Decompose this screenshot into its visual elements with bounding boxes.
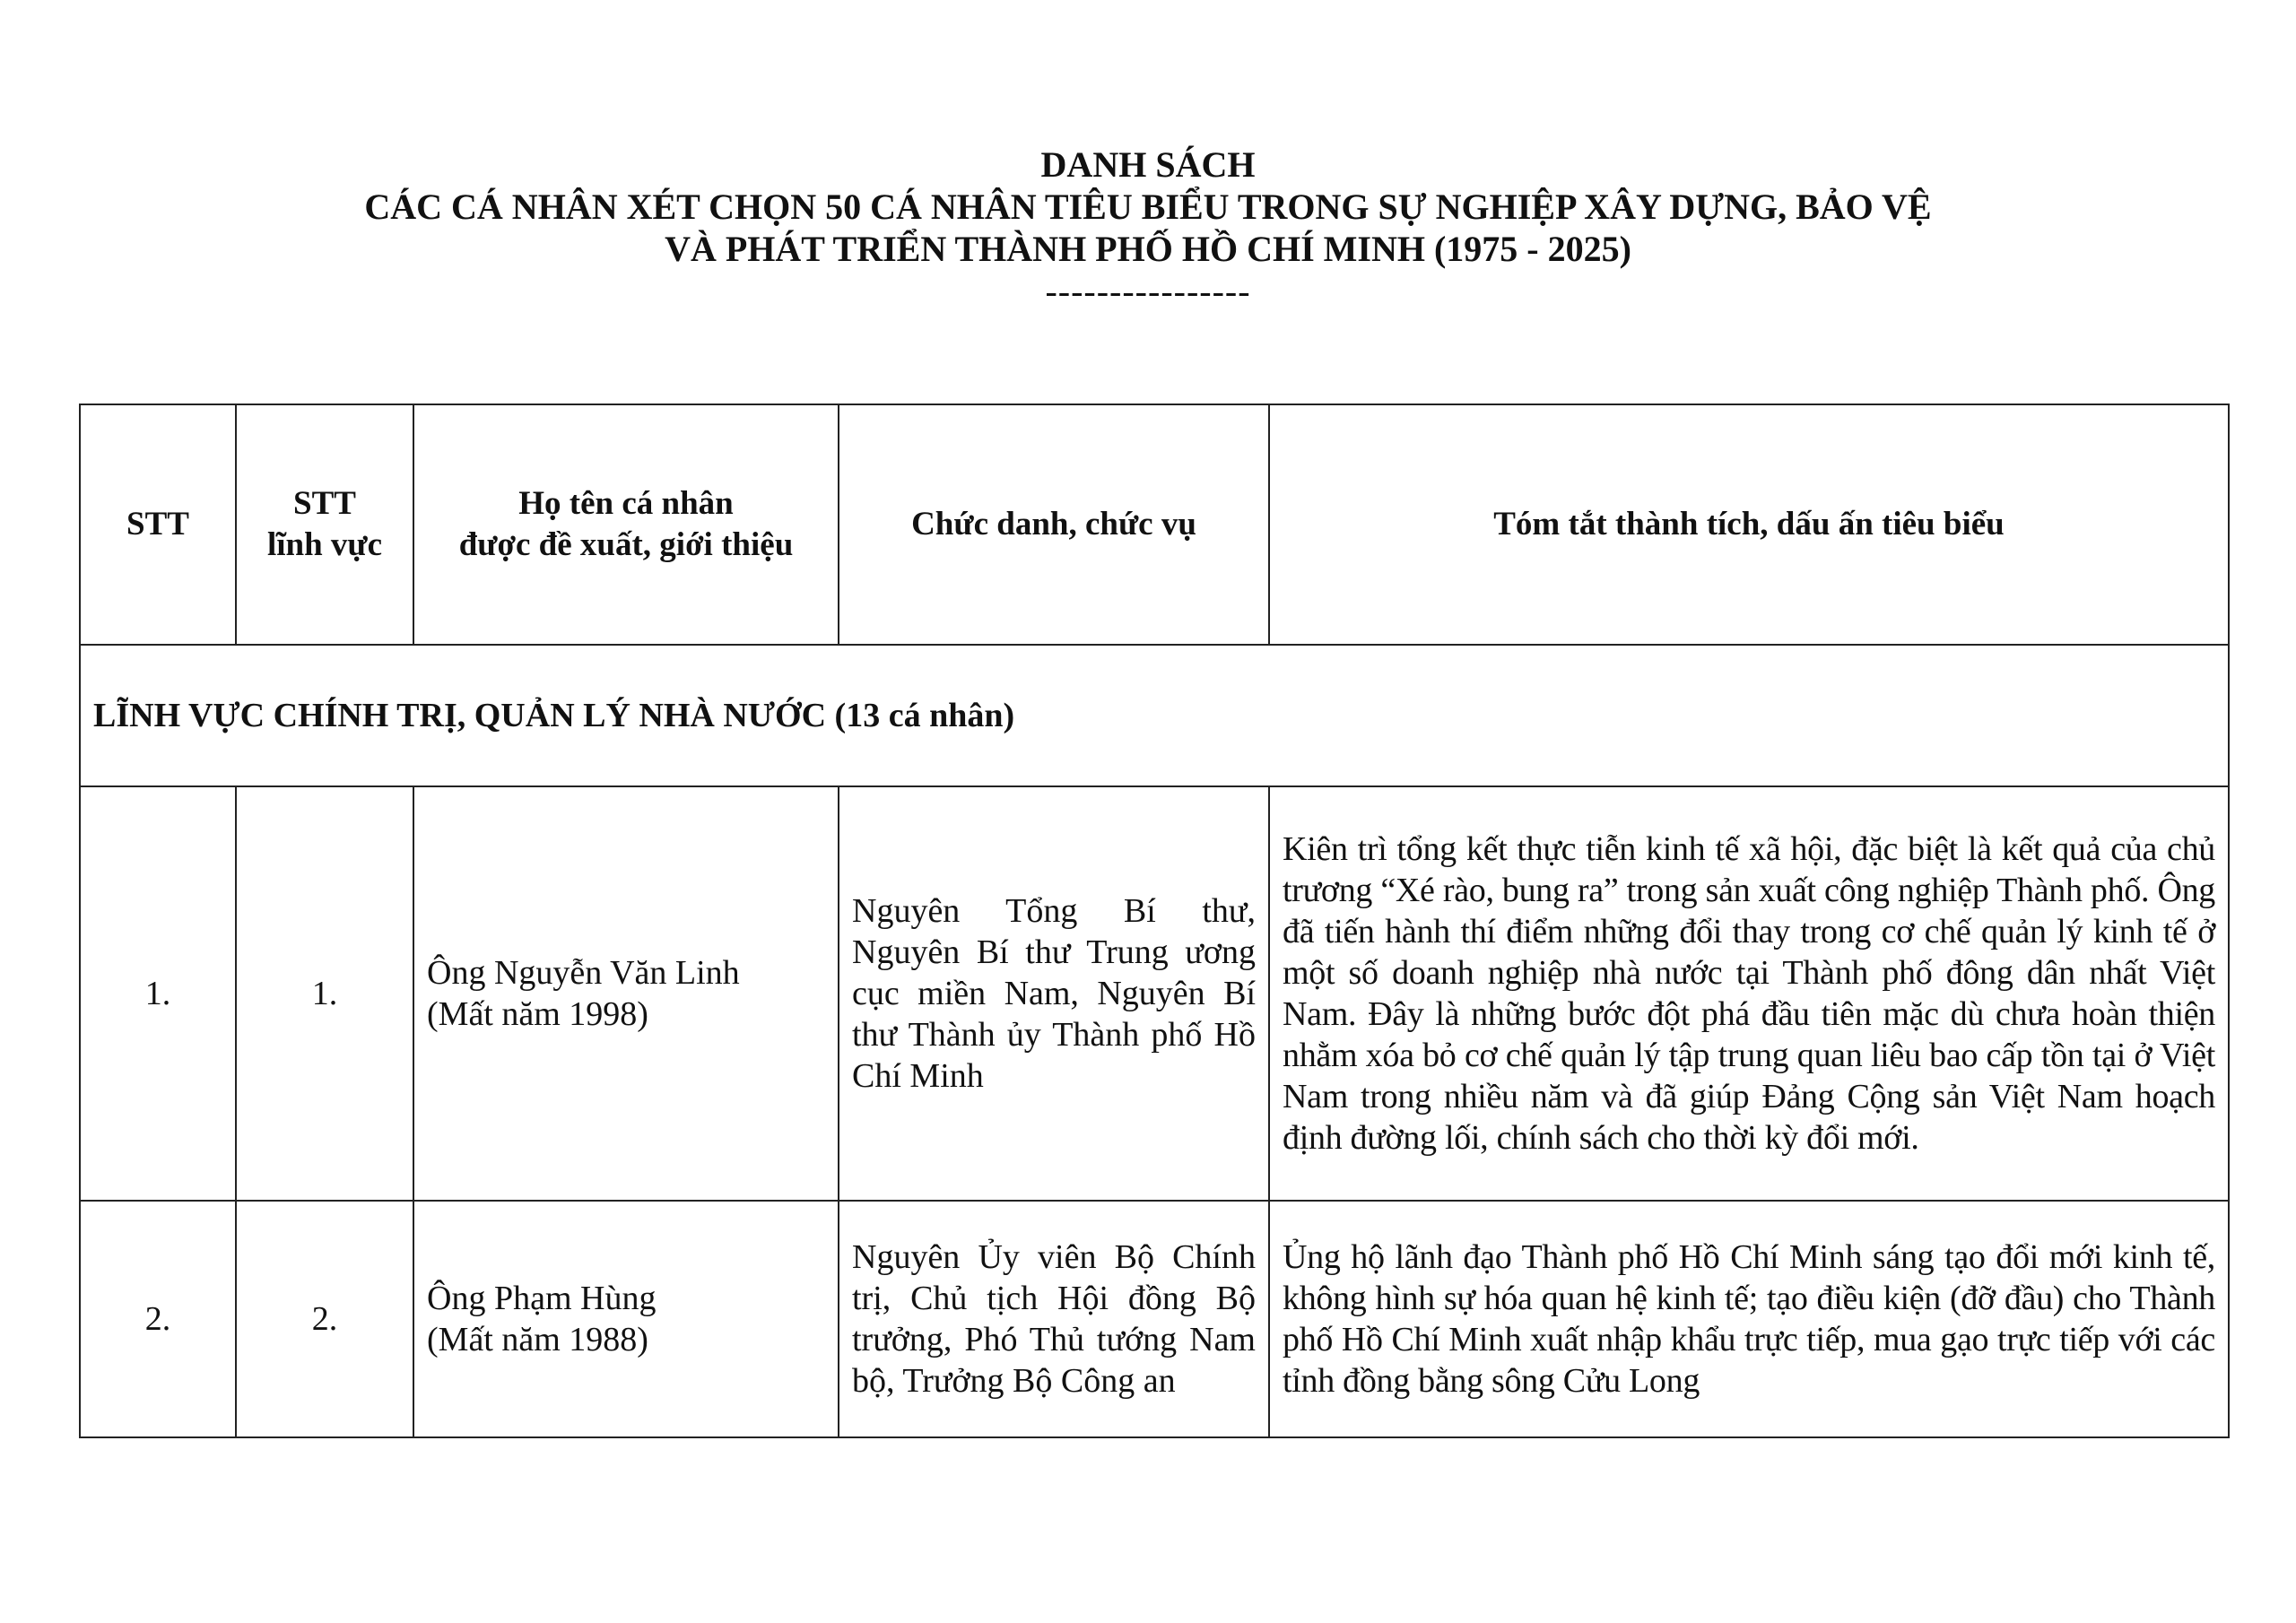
row-name-cell: [413, 786, 839, 1201]
header-name-line2: được đề xuất, giới thiệu: [458, 526, 794, 563]
section-title: LĨNH VỰC CHÍNH TRỊ, QUẢN LÝ NHÀ NƯỚC (13 cá nhân): [80, 645, 2229, 786]
section-row: [80, 645, 2229, 786]
document-subtitle-line2: VÀ PHÁT TRIỂN THÀNH PHỐ HỒ CHÍ MINH (1975 - 2025): [665, 229, 1631, 269]
row-position: Nguyên Tổng Bí thư, Nguyên Bí thư Trung ương cục miền Nam, Nguyên Bí thư Thành ủy Thành phố Hồ Chí Minh: [839, 786, 1269, 1201]
header-stt-field-line2: lĩnh vực: [266, 526, 383, 563]
header-position: Chức danh, chức vụ: [839, 404, 1269, 645]
header-summary: Tóm tắt thành tích, dấu ấn tiêu biểu: [1269, 404, 2229, 645]
row-stt-field: 1.: [236, 786, 413, 1201]
row-name-cell: [413, 1201, 839, 1437]
row-name: Ông Phạm Hùng: [427, 1280, 657, 1317]
row-note: (Mất năm 1988): [427, 1321, 648, 1358]
row-summary: Ủng hộ lãnh đạo Thành phố Hồ Chí Minh sáng tạo đổi mới kinh tế, không hình sự hóa quan hệ kinh tế; tạo điều kiện (đỡ đầu) cho Thành phố Hồ Chí Minh xuất nhập khẩu trực tiếp, mua gạo trực tiếp với các tỉnh đồng bằng sông Cửu Long: [1269, 1201, 2229, 1437]
header-stt-field-line1: STT: [293, 485, 356, 522]
header-stt-field: [236, 404, 413, 645]
document-title: DANH SÁCH: [1040, 144, 1256, 185]
header-stt: STT: [80, 404, 236, 645]
document-heading: [0, 143, 2296, 312]
table-row: [80, 786, 2229, 1201]
header-name: [413, 404, 839, 645]
table-row: [80, 1201, 2229, 1437]
row-name: Ông Nguyễn Văn Linh: [427, 954, 740, 992]
row-summary: Kiên trì tổng kết thực tiễn kinh tế xã hội, đặc biệt là kết quả của chủ trương “Xé rào, bung ra” trong sản xuất công nghiệp Thành phố. Ông đã tiến hành thí điểm những đổi thay trong cơ chế quản lý kinh tế ở một số doanh nghiệp nhà nước tại Thành phố đông dân nhất Việt Nam. Đây là những bước đột phá đầu tiên mặc dù chưa hoàn thiện nhằm xóa bỏ cơ chế quản lý tập trung quan liêu bao cấp tồn tại ở Việt Nam trong nhiều năm và đã giúp Đảng Cộng sản Việt Nam hoạch định đường lối, chính sách cho thời kỳ đổi mới.: [1269, 786, 2229, 1201]
row-stt: 2.: [80, 1201, 236, 1437]
row-stt: 1.: [80, 786, 236, 1201]
title-separator: ----------------: [1045, 271, 1251, 311]
row-note: (Mất năm 1998): [427, 995, 648, 1033]
document-subtitle-line1: CÁC CÁ NHÂN XÉT CHỌN 50 CÁ NHÂN TIÊU BIỂU TRONG SỰ NGHIỆP XÂY DỰNG, BẢO VỆ: [364, 187, 1932, 227]
row-stt-field: 2.: [236, 1201, 413, 1437]
row-position: Nguyên Ủy viên Bộ Chính trị, Chủ tịch Hội đồng Bộ trưởng, Phó Thủ tướng Nam bộ, Trưởng Bộ Công an: [839, 1201, 1269, 1437]
header-name-line1: Họ tên cá nhân: [518, 485, 734, 522]
nominee-table: [79, 404, 2230, 1438]
table-header-row: [80, 404, 2229, 645]
